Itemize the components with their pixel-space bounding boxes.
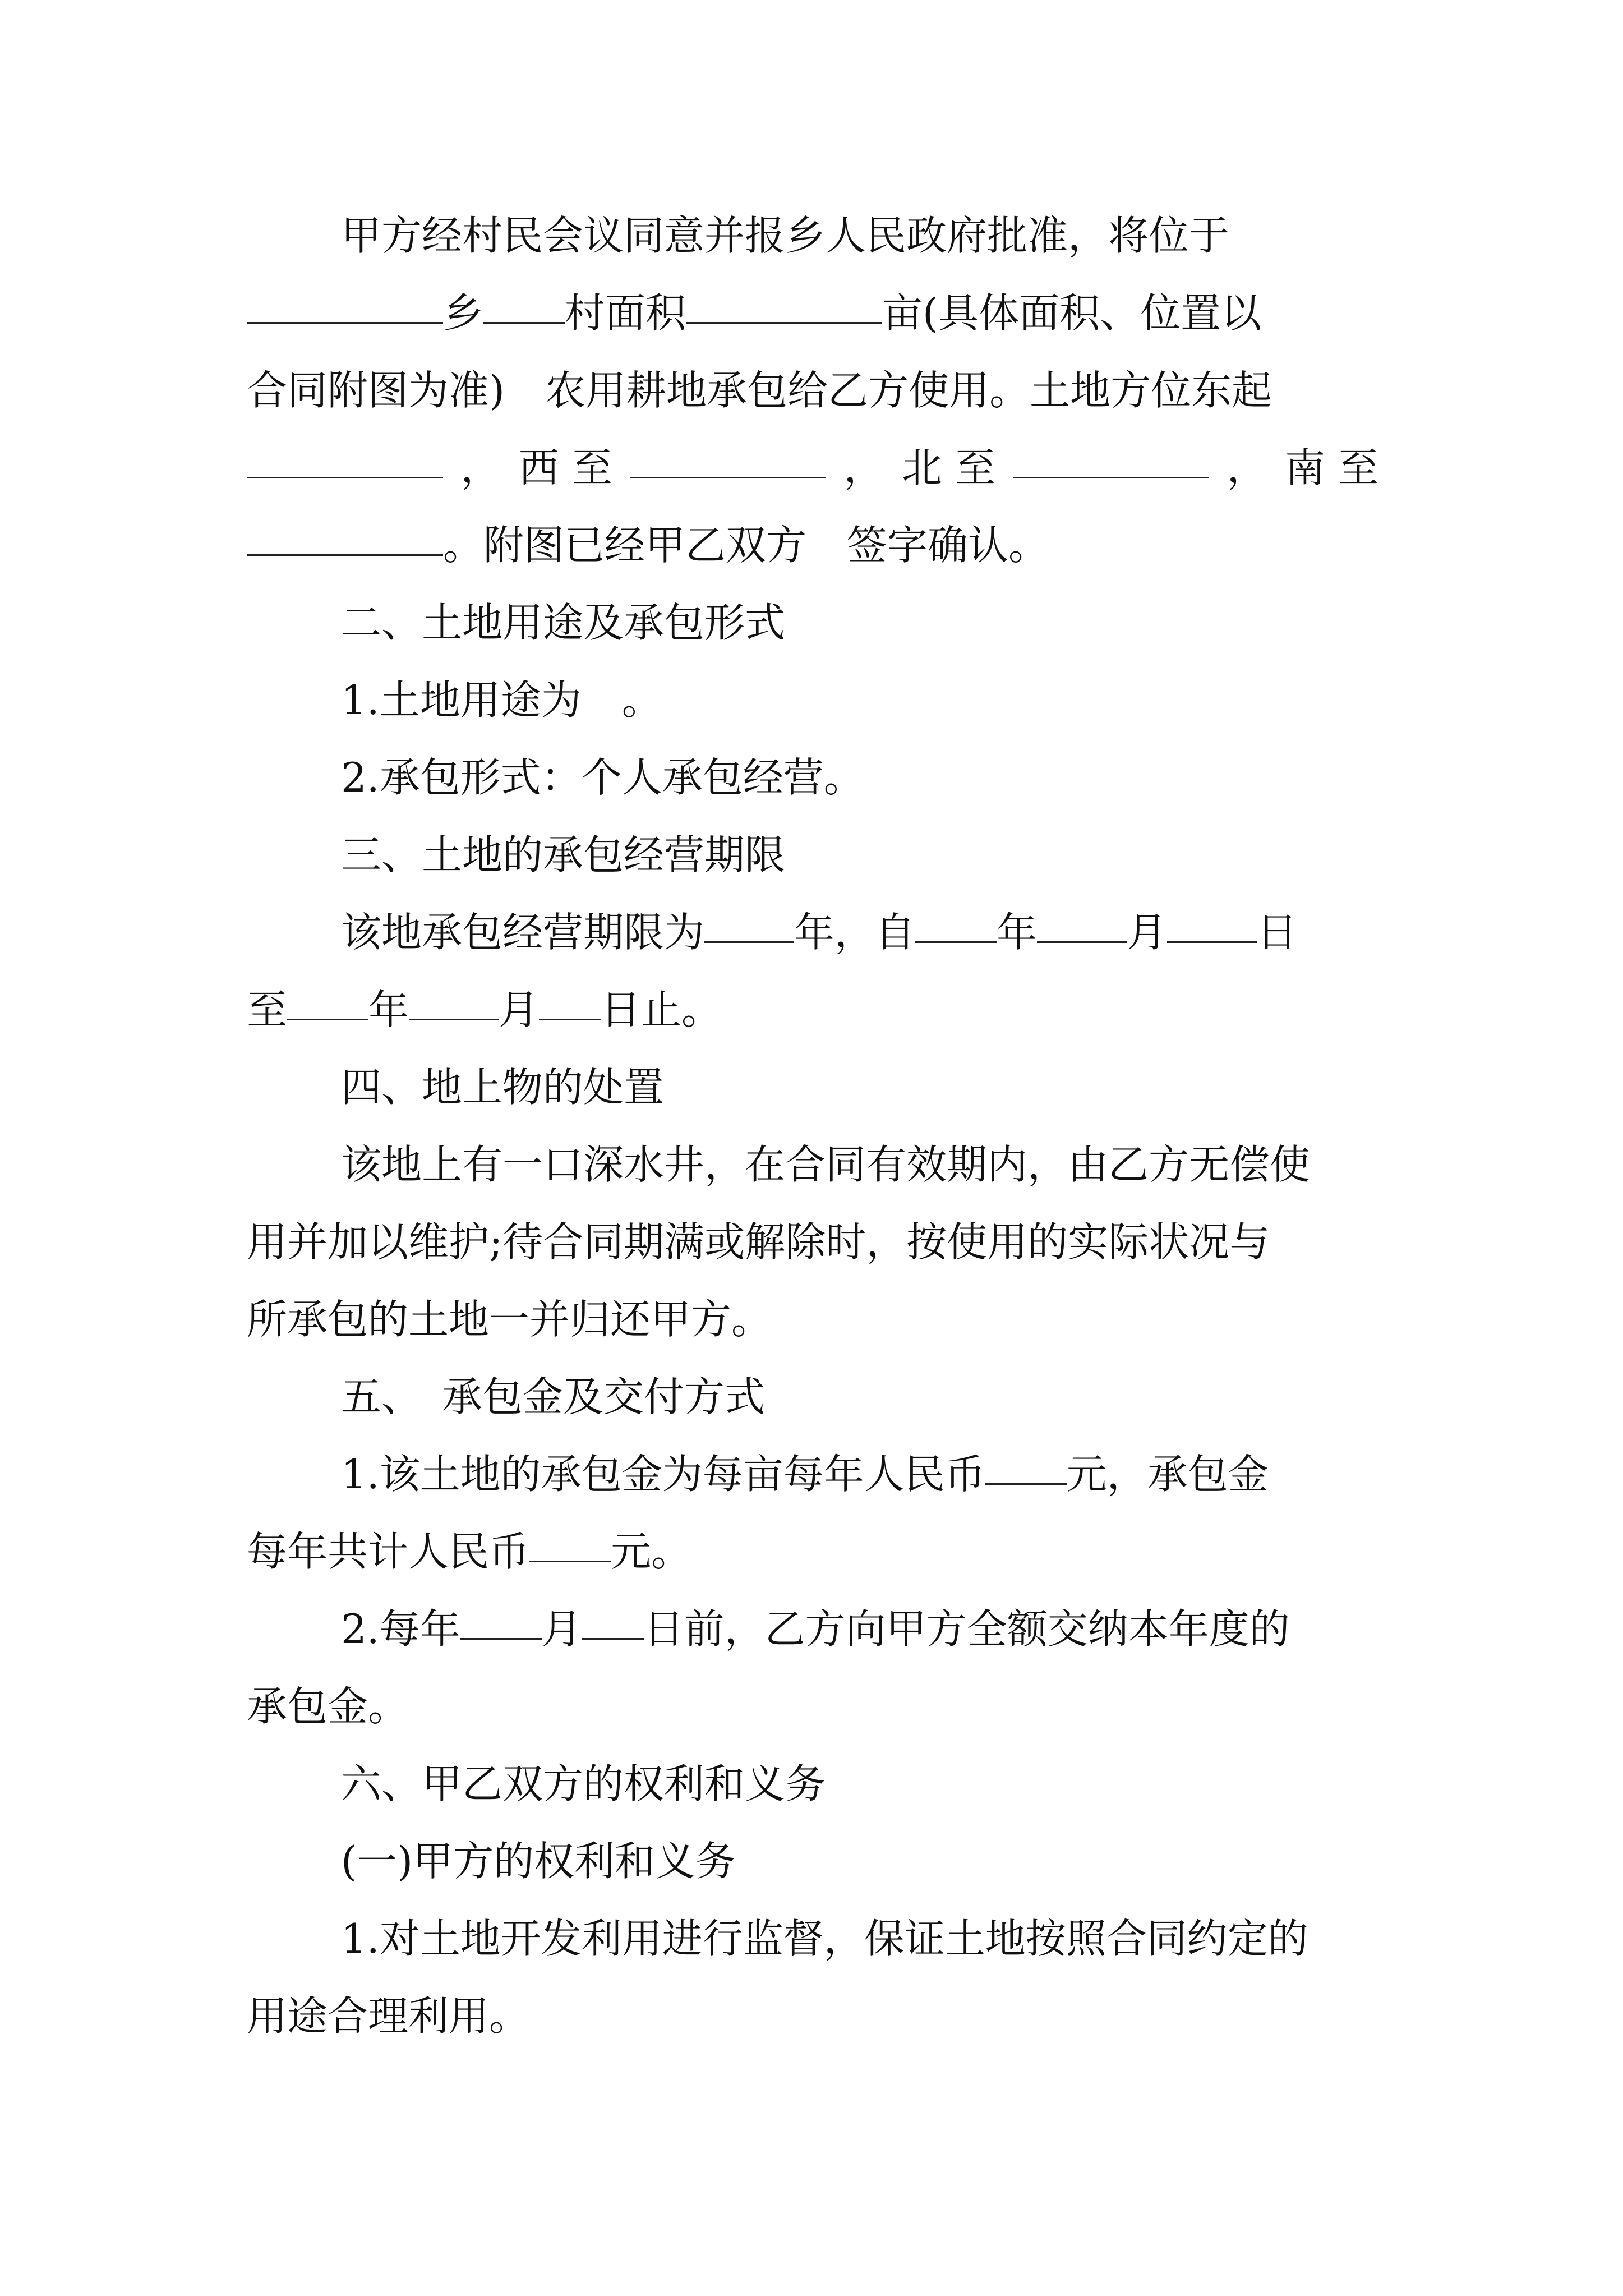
text-segment: 乡 — [443, 289, 484, 337]
text-segment: 元。 — [611, 1528, 692, 1575]
fill-blank[interactable] — [247, 517, 443, 556]
text-segment: 。附图已经甲乙双方 签字确认。 — [443, 522, 1049, 569]
text-segment: 日 — [1257, 909, 1298, 956]
paragraph-line: 1.土地用途为 。 — [341, 677, 662, 724]
text-segment: ， — [1227, 444, 1267, 491]
section-heading: 三、土地的承包经营期限 — [341, 831, 786, 878]
paragraph-line: 合同附图为准) 农用耕地承包给乙方使用。土地方位东起 — [247, 367, 1272, 414]
text-segment: 元，承包金 — [1066, 1451, 1269, 1498]
text-segment: 年 — [997, 909, 1038, 956]
text-segment: 每年共计人民币 — [247, 1528, 530, 1575]
fill-blank[interactable] — [247, 285, 443, 324]
paragraph-line — [247, 517, 1049, 573]
text-segment: 年 — [368, 986, 409, 1033]
fill-blank[interactable] — [582, 1601, 644, 1640]
paragraph-line — [247, 285, 1261, 341]
text-segment: ， — [843, 444, 884, 491]
text-segment: ， — [460, 444, 501, 491]
paragraph-line: 2.承包形式：个人承包经营。 — [341, 754, 864, 801]
section-heading: 六、甲乙双方的权利和义务 — [341, 1760, 826, 1807]
paragraph-line: 用途合理利用。 — [247, 1993, 530, 2040]
paragraph-line — [247, 440, 1378, 496]
paragraph-line — [247, 1524, 691, 1580]
paragraph-line: 所承包的土地一并归还甲方。 — [247, 1296, 772, 1343]
fill-blank[interactable] — [1013, 440, 1209, 478]
text-segment: 1.该土地的承包金为每亩每年人民币 — [341, 1451, 985, 1498]
fill-blank[interactable] — [630, 440, 826, 478]
fill-blank[interactable] — [985, 1446, 1067, 1485]
text-segment: 该地承包经营期限为 — [341, 909, 705, 956]
text-segment: 西 至 — [518, 444, 612, 491]
fill-blank[interactable] — [409, 982, 499, 1020]
text-segment: 南 至 — [1285, 444, 1378, 491]
fill-blank[interactable] — [1167, 904, 1257, 943]
text-segment: 月 — [499, 986, 540, 1033]
fill-blank[interactable] — [247, 440, 443, 478]
text-segment: 月 — [1127, 909, 1168, 956]
text-segment: 至 — [247, 986, 288, 1033]
paragraph-line — [341, 1601, 1290, 1657]
subsection-heading: (一)甲方的权利和义务 — [341, 1838, 736, 1885]
paragraph-line: 承包金。 — [247, 1683, 409, 1730]
fill-blank[interactable] — [915, 904, 997, 943]
paragraph-line: 甲方经村民会议同意并报乡人民政府批准，将位于 — [341, 212, 1230, 259]
section-heading: 二、土地用途及承包形式 — [341, 599, 786, 646]
paragraph-line — [341, 904, 1297, 960]
text-segment: 2.每年 — [341, 1605, 460, 1653]
text-segment: 日止。 — [601, 986, 722, 1033]
paragraph-line: 用并加以维护;待合同期满或解除时，按使用的实际状况与 — [247, 1218, 1270, 1266]
paragraph-line: 1.对土地开发利用进行监督，保证土地按照合同约定的 — [341, 1915, 1308, 1962]
fill-blank[interactable] — [529, 1524, 611, 1562]
text-segment: 年，自 — [794, 909, 916, 956]
fill-blank[interactable] — [460, 1601, 542, 1640]
section-heading: 五、 承包金及交付方式 — [341, 1373, 766, 1420]
fill-blank[interactable] — [1037, 904, 1127, 943]
fill-blank[interactable] — [539, 982, 601, 1020]
text-segment: 村面积 — [565, 289, 686, 337]
fill-blank[interactable] — [483, 285, 565, 324]
text-segment: 北 至 — [901, 444, 995, 491]
text-segment: 月 — [541, 1605, 582, 1653]
fill-blank[interactable] — [287, 982, 368, 1020]
paragraph-line — [341, 1446, 1269, 1502]
fill-blank[interactable] — [686, 285, 882, 324]
text-segment: 亩(具体面积、位置以 — [882, 289, 1262, 337]
paragraph-line: 该地上有一口深水井，在合同有效期内，由乙方无偿使 — [341, 1141, 1311, 1188]
paragraph-line — [247, 982, 722, 1038]
text-segment: 日前，乙方向甲方全额交纳本年度的 — [643, 1605, 1290, 1653]
section-heading: 四、地上物的处置 — [341, 1064, 665, 1111]
fill-blank[interactable] — [704, 904, 794, 943]
